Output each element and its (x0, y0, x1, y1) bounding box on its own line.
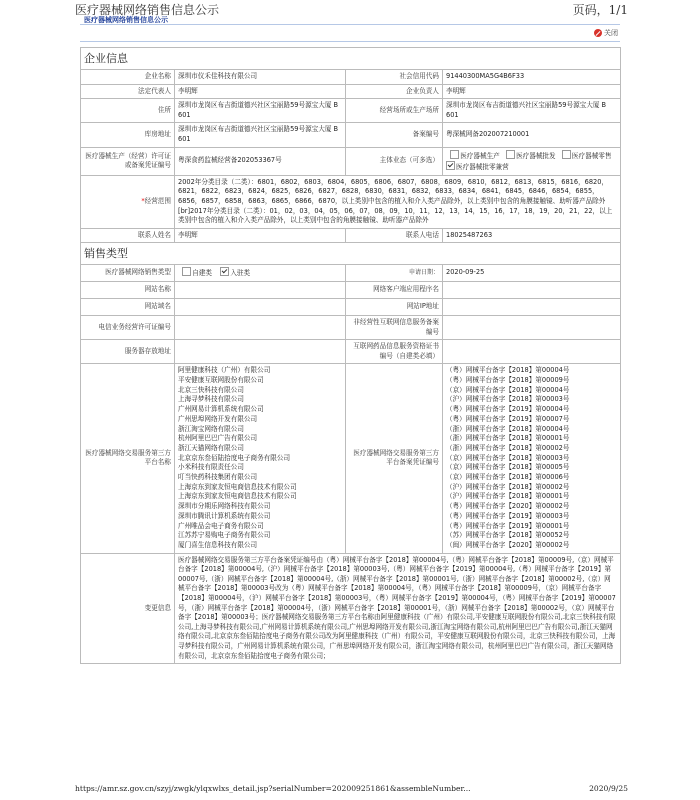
scope-label-text: 经营范围 (144, 196, 171, 205)
icp (443, 315, 621, 339)
disclosure-document (80, 47, 620, 664)
platform-record-number: （浙）网械平台备字【2018】第00004号 (446, 424, 570, 433)
checkbox-retail[interactable] (562, 150, 571, 159)
label-server: 服务器存放地址 (81, 340, 175, 364)
label-head: 企业负责人 (346, 84, 443, 99)
phone: 18025487263 (443, 228, 621, 243)
platform-name: 深圳市分期乐网络科技有限公司 (178, 502, 271, 511)
platform-record-number: （粤）网械平台备字【2019】第00007号 (446, 414, 570, 423)
site: 深圳市龙岗区布吉街道德兴社区宝丽路59号源宝大厦 B 601 (443, 99, 621, 123)
platform-record-number: （粤）网械平台备字【2018】第00009号 (446, 375, 570, 384)
platform-record-number: （粤）网械平台备字【2019】第00001号 (446, 521, 570, 530)
drug-cert (443, 340, 621, 364)
telecom-license (175, 315, 346, 339)
platform-record-number: （京）网械平台备字【2018】第00004号 (446, 385, 570, 394)
ip (443, 298, 621, 315)
label-record-nos: 医疗器械网络交易服务第三方平台备案凭证编号 (346, 364, 443, 553)
close-button[interactable] (594, 28, 618, 38)
label-domain: 网站域名 (81, 298, 175, 315)
apply-date: 2020-09-25 (443, 265, 621, 282)
label-app-name: 网络客户端应用程序名 (346, 281, 443, 298)
platform-name: 上海京东到家友恒电商信息技术有限公司 (178, 492, 297, 501)
platform-record-number: （浙）网械平台备字【2018】第00001号 (446, 434, 570, 443)
platform-name: 平安健康互联网股份有限公司 (178, 375, 264, 384)
warehouse: 深圳市龙岗区布吉街道德兴社区宝丽路59号源宝大厦 B 601 (175, 123, 346, 147)
platform-name: 阿里健康科技（广州）有限公司 (178, 366, 271, 375)
label-scope (81, 175, 175, 228)
label-warehouse: 库房地址 (81, 123, 175, 147)
section-title-sales: 销售类型 (81, 243, 621, 265)
record: 粤深械网备202007210001 (443, 123, 621, 147)
option-label: 医疗器械零售 (571, 151, 612, 160)
option-label: 医疗器械生产 (460, 151, 500, 160)
platform-record-number: （粤）网械平台备字【2018】第00004号 (446, 366, 570, 375)
option-label: 入驻类 (230, 269, 251, 278)
label-credit-code: 社会信用代码 (346, 70, 443, 85)
record-number-list (443, 364, 621, 553)
business-scope: 2002年分类目录（二类）：6801，6802，6803，6804，6805，6806，6807，6808，6809，6810，6812，6813，6815，6816，6820，6821，6822，6823，6824，6825，6826，6827，6828，6830，6831，6832，6833，6834，6841，6845，6846，6854，6855，6856，6857，6858，6863，6865，6866，6870，以上类别中包含的植入和介入类产品除外，以上类别中包含的角膜接触镜、助听器产品除外[br]2017年分类目录（二类）：01，02，03，04，05，06，07，08，09，10，11，12，13，14，15，16，17，18，19，20，21，22，以上类别中包含的植入和介入类产品除外，以上类别中包含的角膜接触镜、助听器产品除外 (175, 175, 621, 228)
platform-record-number: （沪）网械平台备字【2018】第00003号 (446, 395, 570, 404)
label-address: 住所 (81, 99, 175, 123)
platform-record-number: （苏）网械平台备字【2018】第00052号 (446, 531, 570, 540)
platform-record-number: （粤）网械平台备字【2020】第00002号 (446, 502, 570, 511)
label-telecom-license: 电信业务经营许可证编号 (81, 315, 175, 339)
label-business-type: 主体业态（可多选） (346, 147, 443, 175)
checkbox-wholesale-retail[interactable] (446, 161, 455, 170)
platform-record-number: （沪）网械平台备字【2018】第00001号 (446, 492, 570, 501)
license: 粤深食药监械经营备202053367号 (175, 147, 346, 175)
label-sales-type: 医疗器械网络销售类型 (81, 265, 175, 282)
print-header-title: 医疗器械网络销售信息公示 (75, 3, 220, 17)
legal-rep: 李明辉 (175, 84, 346, 99)
business-type-options (443, 147, 621, 175)
label-change: 变更信息 (81, 553, 175, 664)
label-icp: 非经营性互联网信息服务备案编号 (346, 315, 443, 339)
label-apply-date: 申请日期： (346, 265, 443, 282)
breadcrumb[interactable]: 医疗器械网络销售信息公示 (84, 16, 168, 24)
label-ip: 网站IP地址 (346, 298, 443, 315)
label-license: 医疗器械生产（经营）许可证或备案凭证编号 (81, 147, 175, 175)
option-label: 自建类 (192, 269, 212, 278)
platform-name: 北京三快科技有限公司 (178, 385, 244, 394)
platform-list (175, 364, 346, 553)
divider (80, 24, 620, 25)
platform-record-number: （粤）网械平台备字【2019】第00004号 (446, 405, 570, 414)
platform-name: 小米科技有限责任公司 (178, 463, 244, 472)
page-number: 页码，1/1 (572, 3, 628, 17)
platform-name: 深圳市腾讯计算机系统有限公司 (178, 511, 271, 520)
checkbox-self-built[interactable] (182, 267, 191, 276)
label-legal-rep: 法定代表人 (81, 84, 175, 99)
change-info: 医疗器械网络交易服务第三方平台备案凭证编号由（粤）网械平台备字【2018】第00004号,（粤）网械平台备字【2018】第00009号,（京）网械平台备字【2018】第00004号,（沪）网械平台备字【2018】第00003号,（粤）网械平台备字【2019】第00004号,（粤）网械平台备字【2019】第00007号,（浙）网械平台备字【2018】第00004号,（浙）网械平台备字【2018】第00001号,（浙）网械平台备字【2018】第00002号,（京）网械平台备字【2018】第00003号改为（粤）网械平台备字【2018】第00004号，（粤）网械平台备字【2018】第00009号，（京）网械平台备字【2018】第00004号，（沪）网械平台备字【2018】第00003号，（粤）网械平台备字【2019】第00004号，（粤）网械平台备字【2019】第00007号，（浙）网械平台备字【2018】第00004号，（浙）网械平台备字【2018】第00001号，（浙）网械平台备字【2018】第00002号，（京）网械平台备字【2018】第00003号；医疗器械网络交易服务第三方平台名称由阿里健康科技（广州）有限公司,平安健康互联网股份有限公司,北京三快科技有限公司,上海寻梦科技有限公司,广州网易计算机系统有限公司,广州思埠网络开发有限公司,浙江淘宝网络有限公司,杭州阿里巴巴广告有限公司,浙江天猫网络有限公司,北京京东叁佰陆拾度电子商务有限公司改为阿里健康科技（广州）有限公司，平安健康互联网股份有限公司，北京三快科技有限公司，上海寻梦科技有限公司，广州网易计算机系统有限公司，广州思埠网络开发有限公司，浙江淘宝网络有限公司，杭州阿里巴巴广告有限公司，浙江天猫网络有限公司，北京京东叁佰陆拾度电子商务有限公司； (175, 553, 621, 664)
required-mark: * (141, 196, 145, 205)
platform-name: 浙江天猫网络有限公司 (178, 443, 244, 452)
server (175, 340, 346, 364)
checkbox-settled[interactable] (220, 267, 229, 276)
platform-record-number: （京）网械平台备字【2018】第00003号 (446, 453, 570, 462)
platform-name: 广州唯品会电子商务有限公司 (178, 521, 264, 530)
address: 深圳市龙岗区布吉街道德兴社区宝丽路59号源宝大厦 B 601 (175, 99, 346, 123)
divider (80, 41, 620, 42)
print-date: 2020/9/25 (589, 784, 628, 793)
platform-name: 浙江淘宝网络有限公司 (178, 424, 244, 433)
label-drug-cert: 互联网药品信息服务资格证书编号（自建类必填） (346, 340, 443, 364)
platform-record-number: （沪）网械平台备字【2018】第00002号 (446, 482, 570, 491)
credit-code: 91440300MA5G4B6F33 (443, 70, 621, 85)
platform-name: 江苏苏宁易购电子商务有限公司 (178, 531, 271, 540)
checkbox-production[interactable] (450, 150, 459, 159)
platform-record-number: （闽）网械平台备字【2020】第00002号 (446, 540, 570, 549)
label-contact: 联系人姓名 (81, 228, 175, 243)
checkbox-wholesale[interactable] (506, 150, 515, 159)
platform-name: 上海寻梦科技有限公司 (178, 395, 244, 404)
platform-name: 北京京东叁佰陆拾度电子商务有限公司 (178, 453, 291, 462)
platform-name: 上海京东到家友恒电商信息技术有限公司 (178, 482, 297, 491)
label-company-name: 企业名称 (81, 70, 175, 85)
contact: 李明辉 (175, 228, 346, 243)
platform-name: 叮当快药科技集团有限公司 (178, 473, 258, 482)
label-site-name: 网站名称 (81, 281, 175, 298)
platform-record-number: （京）网械平台备字【2018】第00006号 (446, 473, 570, 482)
platform-name: 广州思埠网络开发有限公司 (178, 414, 258, 423)
close-label: 关闭 (604, 29, 618, 37)
label-platforms: 医疗器械网络交易服务第三方平台名称 (81, 364, 175, 553)
platform-record-number: （浙）网械平台备字【2018】第00002号 (446, 443, 570, 452)
label-phone: 联系人电话 (346, 228, 443, 243)
no-entry-icon (594, 29, 602, 37)
company-name: 深圳市仪禾佳科技有限公司 (175, 70, 346, 85)
platform-name: 杭州阿里巴巴广告有限公司 (178, 434, 258, 443)
page-url: https://amr.sz.gov.cn/szyj/zwgk/ylqxwlxs_detail.jsp?serialNumber=202009251861&assembleNumber... (75, 784, 471, 793)
platform-record-number: （京）网械平台备字【2018】第00005号 (446, 463, 570, 472)
sales-type-options (175, 265, 346, 282)
info-table (80, 47, 621, 664)
platform-record-number: （粤）网械平台备字【2019】第00003号 (446, 511, 570, 520)
option-label: 医疗器械批发 (516, 151, 556, 160)
label-record: 备案编号 (346, 123, 443, 147)
domain (175, 298, 346, 315)
platform-name: 广州网易计算机系统有限公司 (178, 405, 264, 414)
label-site: 经营场所或生产场所 (346, 99, 443, 123)
option-label: 医疗器械批零兼营 (456, 163, 509, 172)
platform-name: 厦门喜生信息科技有限公司 (178, 540, 258, 549)
head: 李明辉 (443, 84, 621, 99)
app-name (443, 281, 621, 298)
section-title-enterprise: 企业信息 (81, 48, 621, 70)
site-name (175, 281, 346, 298)
print-footer (75, 784, 628, 793)
